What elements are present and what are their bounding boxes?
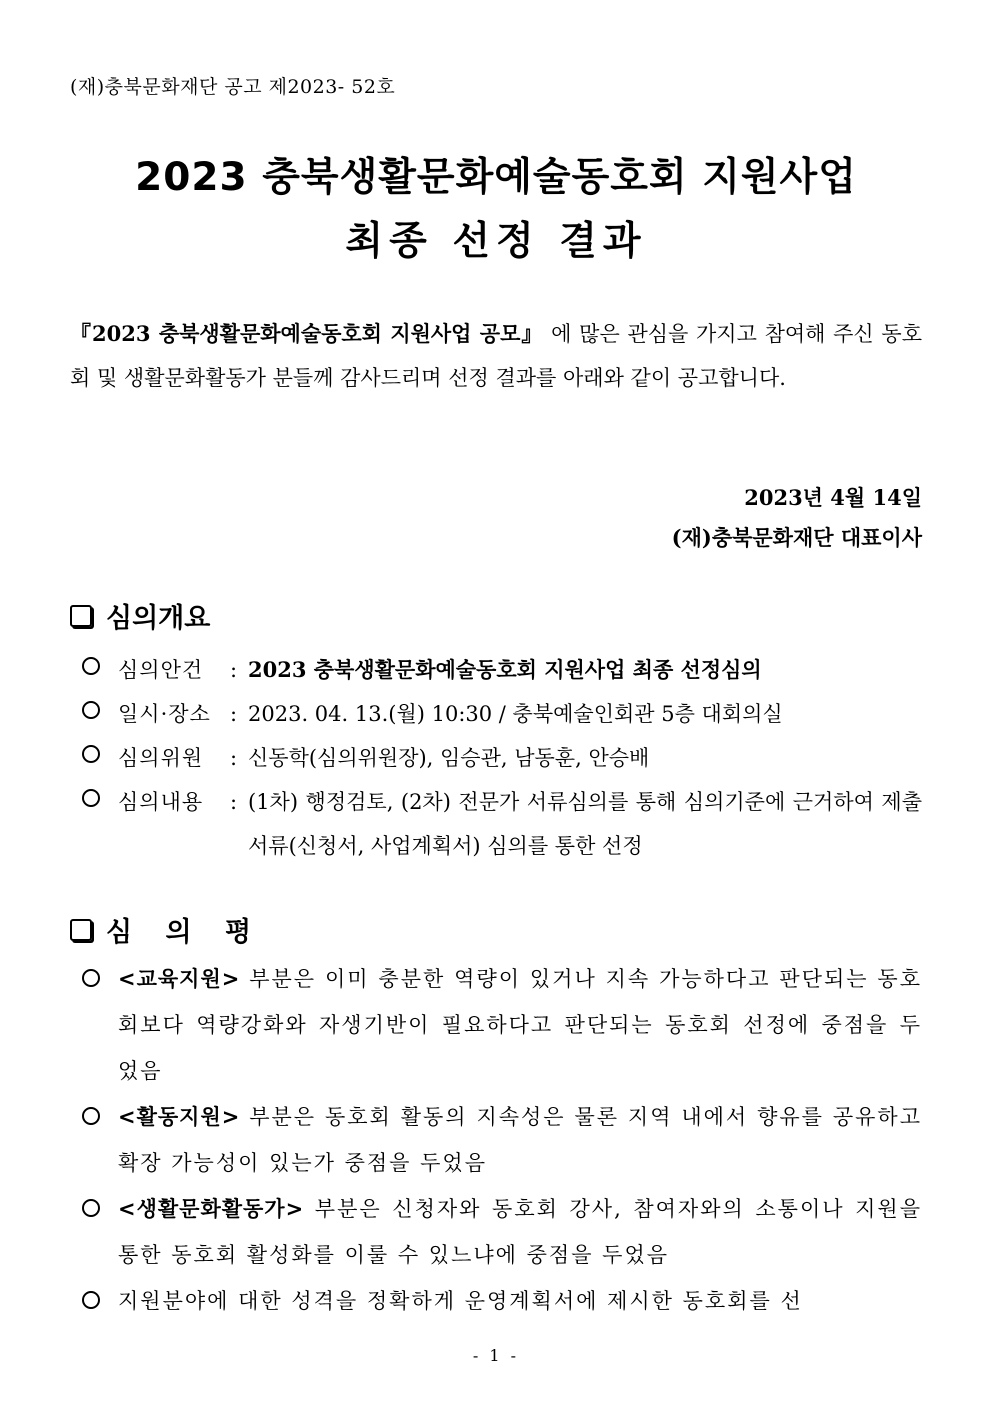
checkbox-square-icon	[70, 605, 92, 627]
checkbox-square-icon	[70, 919, 92, 941]
issuer-name: (재)충북문화재단 대표이사	[671, 525, 922, 550]
circle-bullet-icon	[82, 745, 100, 763]
circle-bullet-icon	[82, 701, 100, 719]
overview-label: 일시·장소	[118, 702, 211, 726]
page-title-line2: 최종 선정 결과	[345, 219, 647, 264]
review-tag: <교육지원>	[118, 967, 241, 991]
overview-value: 2023 충북생활문화예술동호회 지원사업 최종 선정심의	[248, 657, 762, 682]
overview-label: 심의위원	[118, 746, 204, 770]
circle-bullet-icon	[82, 969, 100, 987]
circle-bullet-icon	[82, 1107, 100, 1125]
overview-label: 심의내용	[118, 790, 204, 814]
overview-item: 심의내용 : (1차) 행정검토, (2차) 전문가 서류심의를 통해 심의기준에 근거하여 제출서류(신청서, 사업계획서) 심의를 통한 선정	[82, 780, 922, 868]
overview-heading-text: 심의개요	[106, 603, 211, 634]
review-text: 부분은 이미 충분한 역량이 있거나 지속 가능하다고 판단되는 동호회보다 역량강화와 자생기반이 필요하다고 판단되는 동호회 선정에 중점을 두었음	[118, 967, 922, 1083]
page-title-line1: 2023 충북생활문화예술동호회 지원사업	[135, 155, 857, 200]
notice-number: (재)충북문화재단 공고 제2023- 52호	[70, 76, 396, 98]
review-text: 지원분야에 대한 성격을 정확하게 운영계획서에 제시한 동호회를 선	[118, 1289, 803, 1313]
announcement-date: 2023년 4월 14일	[744, 485, 922, 510]
overview-item: 일시·장소 : 2023. 04. 13.(월) 10:30 / 충북예술인회관 5층 대회의실	[82, 692, 922, 736]
overview-item: 심의위원 : 신동학(심의위원장), 임승관, 남동훈, 안승배	[82, 736, 922, 780]
review-tag: <생활문화활동가>	[118, 1197, 305, 1221]
overview-label: 심의안건	[118, 658, 204, 682]
review-tag: <활동지원>	[118, 1105, 241, 1129]
circle-bullet-icon	[82, 1291, 100, 1309]
review-text: 부분은 신청자와 동호회 강사, 참여자와의 소통이나 지원을 통한 동호회 활성화를 이룰 수 있느냐에 중점을 두었음	[118, 1197, 922, 1267]
overview-heading	[70, 596, 210, 635]
intro-rest: 에 많은 관심을 가지고 참여해 주신 동호회 및 생활문화활동가 분들께 감사드리며 선정 결과를 아래와 같이 공고합니다.	[70, 322, 922, 390]
overview-value: (1차) 행정검토, (2차) 전문가 서류심의를 통해 심의기준에 근거하여 제출서류(신청서, 사업계획서) 심의를 통한 선정	[248, 790, 922, 858]
review-item	[82, 956, 922, 1094]
circle-bullet-icon	[82, 789, 100, 807]
circle-bullet-icon	[82, 657, 100, 675]
overview-item: 심의안건 : 2023 충북생활문화예술동호회 지원사업 최종 선정심의	[82, 648, 922, 692]
review-heading-text: 심 의 평	[106, 917, 264, 948]
review-heading	[70, 910, 263, 949]
intro-bold: 『2023 충북생활문화예술동호회 지원사업 공모』	[70, 321, 544, 346]
review-item	[82, 1186, 922, 1278]
review-item	[82, 1094, 922, 1186]
review-item	[82, 1278, 922, 1324]
intro-paragraph	[70, 312, 922, 400]
circle-bullet-icon	[82, 1199, 100, 1217]
overview-value: 2023. 04. 13.(월) 10:30 / 충북예술인회관 5층 대회의실	[248, 702, 783, 726]
review-text: 부분은 동호회 활동의 지속성은 물론 지역 내에서 향유를 공유하고 확장 가능성이 있는가 중점을 두었음	[118, 1105, 922, 1175]
page-number: - 1 -	[472, 1346, 520, 1365]
overview-value: 신동학(심의위원장), 임승관, 남동훈, 안승배	[248, 746, 650, 770]
